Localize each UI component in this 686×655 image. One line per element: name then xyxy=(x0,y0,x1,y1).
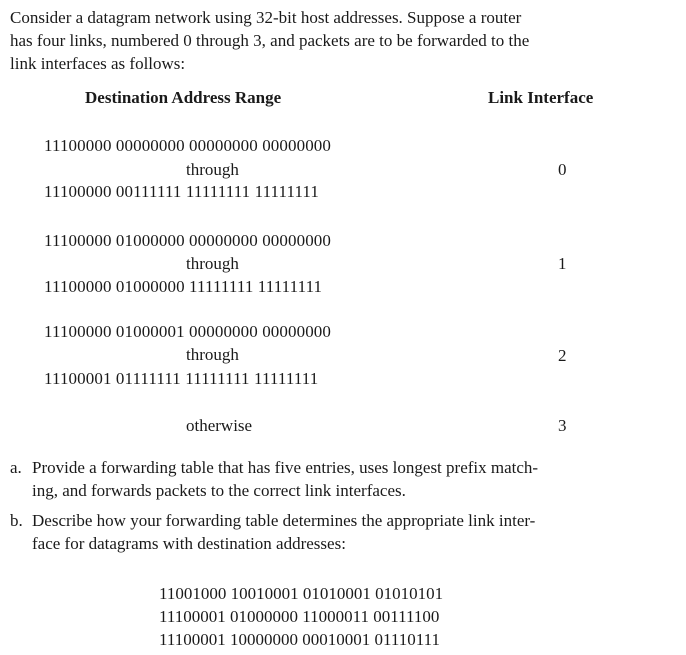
range-end: 11100001 01111111 11111111 11111111 xyxy=(44,369,319,388)
question-line: Describe how your forwarding table determines the appropriate link inter- xyxy=(32,511,536,530)
range-start: 11100000 01000000 00000000 00000000 xyxy=(44,231,331,250)
question-label: b. xyxy=(10,511,23,530)
otherwise-label: otherwise xyxy=(186,416,253,435)
question-text xyxy=(32,456,538,502)
destination-address: 11100001 10000000 00010001 01110111 xyxy=(159,630,440,649)
link-interface-value: 2 xyxy=(558,346,567,365)
intro-paragraph xyxy=(10,6,610,75)
range-through: through xyxy=(186,254,239,273)
intro-line: link interfaces as follows: xyxy=(10,54,186,73)
question-text xyxy=(32,509,535,555)
intro-line: has four links, numbered 0 through 3, and packets are to be forwarded to the xyxy=(10,31,530,50)
range-start: 11100000 01000001 00000000 00000000 xyxy=(44,322,331,341)
question-line: Provide a forwarding table that has five entries, uses longest prefix match- xyxy=(32,458,539,477)
destination-address: 11001000 10010001 01010001 01010101 xyxy=(159,584,444,603)
range-through: through xyxy=(186,345,239,364)
range-start: 11100000 00000000 00000000 00000000 xyxy=(44,136,331,155)
question-line: face for datagrams with destination addresses: xyxy=(32,534,346,553)
destination-range-header: Destination Address Range xyxy=(85,88,282,107)
link-interface-value: 1 xyxy=(558,254,567,273)
link-interface-header: Link Interface xyxy=(488,88,594,107)
intro-line: Consider a datagram network using 32-bit host addresses. Suppose a router xyxy=(10,8,522,27)
range-end: 11100000 01000000 11111111 11111111 xyxy=(44,277,323,296)
question-line: ing, and forwards packets to the correct link interfaces. xyxy=(32,481,406,500)
link-interface-value: 3 xyxy=(558,416,567,435)
destination-address: 11100001 01000000 11000011 00111100 xyxy=(159,607,440,626)
link-interface-value: 0 xyxy=(558,160,567,179)
range-through: through xyxy=(186,160,239,179)
destination-address-list xyxy=(159,582,443,651)
question-label: a. xyxy=(10,458,22,477)
range-end: 11100000 00111111 11111111 11111111 xyxy=(44,182,320,201)
